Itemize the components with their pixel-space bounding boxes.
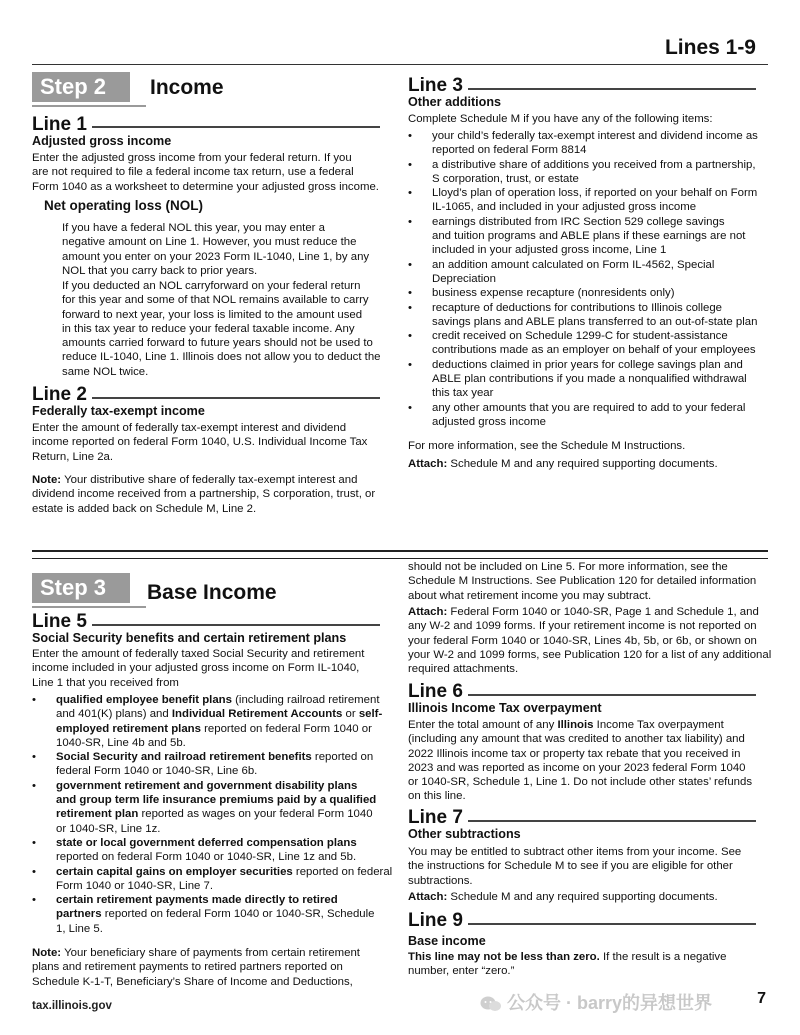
line3-bullet: • earnings distributed from IRC Section 529 college savings and tuition programs and ABLE plans if these earnings are not included in your adjusted gross income, Line 1 — [408, 215, 776, 258]
line2-heading: Line 2 — [32, 384, 87, 405]
step3-title: Base Income — [147, 581, 277, 604]
line9-paragraph: This line may not be less than zero. If the result is a negative number, enter “zero.” — [408, 951, 727, 978]
line3-intro: Complete Schedule M if you have any of the following items: — [408, 113, 713, 125]
line5-subheading: Social Security benefits and certain retirement plans — [32, 631, 347, 645]
watermark-text: 公众号 · barry的异想世界 — [507, 993, 713, 1013]
step2-badge: Step 2 — [32, 72, 130, 102]
line9-heading: Line 9 — [408, 910, 463, 931]
line3-bullet: • any other amounts that you are required to add to your federal adjusted gross income — [408, 401, 776, 430]
footer-website[interactable]: tax.illinois.gov — [32, 1000, 112, 1012]
line2-paragraph: Enter the amount of federally tax-exempt interest and dividend income reported on federal Form 1040, U.S. Individual Income Tax Return, Line 2a. — [32, 422, 368, 463]
line3-bullet: • Lloyd’s plan of operation loss, if reported on your behalf on Form IL-1065, and included in your adjusted gross income — [408, 186, 776, 215]
line7-heading: Line 7 — [408, 807, 463, 828]
step3-badge: Step 3 — [32, 573, 130, 603]
nol-paragraph-2: If you deducted an NOL carryforward on your federal return for this year and some of that NOL remains available to carry forward to next year, your loss is limited to the amount used in this tax year to reduce your federal taxable income. Any amounts carried forward to future years should not be used to reduce IL-1040, Line 1. Illinois does not allow you to deduct the same NOL twice. — [62, 280, 381, 378]
line2-rule — [92, 397, 380, 399]
line6-heading: Line 6 — [408, 681, 463, 702]
line5-bullet: • qualified employee benefit plans (including railroad retirement and 401(K) plans) and Individual Retirement Accounts or self- employed retirement plans reported on federal Form 1040 or 1040-SR, Line 4b and 5b. — [32, 693, 394, 750]
line5-bullet: • certain capital gains on employer securities reported on federal Form 1040 or 1040-SR, Line 7. — [32, 865, 394, 894]
watermark — [480, 989, 712, 1015]
line3-bullet: • a distributive share of additions you received from a partnership, S corporation, trust, or estate — [408, 158, 776, 187]
line7-rule — [468, 820, 756, 822]
line2-note: Note: Your distributive share of federally tax-exempt interest and dividend income received from a partnership, S corporation, trust, or estate is added back on Schedule M, Line 2. — [32, 474, 376, 515]
line1-paragraph: Enter the adjusted gross income from your federal return. If you are not required to file a federal income tax return, use a federal Form 1040 as a worksheet to determine your adjusted gross income. — [32, 152, 379, 193]
nol-paragraph-1: If you have a federal NOL this year, you may enter a negative amount on Line 1. However, you must reduce the amount you enter on your 2023 Form IL-1040, Line 1, by any NOL that you carry back to prior years. — [62, 222, 370, 277]
line6-paragraph: Enter the total amount of any Illinois Income Tax overpayment (including any amount that was credited to another tax liability) and 2022 Illinois income tax or property tax rebate that you received in 2023 and was reported as income on your 2023 federal Form 1040 or 1040-SR, Schedule 1, Line 1. Do not include other states’ refunds on this line. — [408, 719, 753, 803]
line5-bullet: • state or local government deferred compensation plans reported on federal Form 1040 or 1040-SR, Line 1z and 5b. — [32, 836, 394, 865]
line7-paragraph: You may be entitled to subtract other items from your income. See the instructions for Schedule M to see if you are eligible for other subtractions. — [408, 846, 742, 887]
line5-continued: should not be included on Line 5. For more information, see the Schedule M Instructions. See Publication 120 for detailed information about what retirement income you may subtract. — [408, 561, 757, 602]
nol-heading: Net operating loss (NOL) — [44, 198, 204, 213]
line1-subheading: Adjusted gross income — [32, 134, 172, 148]
line3-heading: Line 3 — [408, 75, 463, 96]
line3-bullet-list — [408, 129, 776, 429]
section-divider — [32, 550, 768, 559]
page-header-title: Lines 1-9 — [664, 36, 756, 59]
line1-rule — [92, 126, 380, 128]
line5-bullet: • certain retirement payments made directly to retired partners reported on federal Form 1040 or 1040-SR, Schedule 1, Line 5. — [32, 893, 394, 936]
line5-note: Note: Your beneficiary share of payments from certain retirement plans and retirement payments to retired partners reported on Schedule K-1-T, Beneficiary’s Share of Income and Deductions, — [32, 947, 360, 988]
line9-subheading: Base income — [408, 934, 486, 948]
line3-bullet: • deductions claimed in prior years for college savings plan and ABLE plan contributions if you made a nonqualified withdrawal this tax year — [408, 358, 776, 401]
line3-more-info: For more information, see the Schedule M Instructions. — [408, 440, 686, 452]
line3-bullet: • credit received on Schedule 1299-C for student-assistance contributions made as an employer on behalf of your employees — [408, 329, 776, 358]
line5-bullet: • Social Security and railroad retirement benefits reported on federal Form 1040 or 1040-SR, Line 6b. — [32, 750, 394, 779]
step2-title: Income — [150, 76, 224, 99]
line5-attach: Attach: Federal Form 1040 or 1040-SR, Page 1 and Schedule 1, and any W-2 and 1099 forms. If your retirement income is not reported on your federal Form 1040 or 1040-SR, Lines 4b, 5b, or 6b, or shown on your W-2 and 1099 forms, see Publication 120 for a list of any additional required attachments. — [408, 606, 772, 676]
line6-rule — [468, 694, 756, 696]
line5-bullet: • government retirement and government disability plans and group term life insurance premiums paid by a qualified retirement plan reported as wages on your federal Form 1040 or 1040-SR, Line 1z. — [32, 779, 394, 836]
line3-bullet: • your child’s federally tax-exempt interest and dividend income as reported on federal Form 8814 — [408, 129, 776, 158]
line6-subheading: Illinois Income Tax overpayment — [408, 701, 602, 715]
line3-bullet: • an addition amount calculated on Form IL-4562, Special Depreciation — [408, 258, 776, 287]
line3-bullet: • business expense recapture (nonresidents only) — [408, 286, 776, 300]
line7-subheading: Other subtractions — [408, 827, 521, 841]
line5-heading: Line 5 — [32, 611, 87, 632]
page-number: 7 — [757, 990, 766, 1007]
line3-bullet: • recapture of deductions for contributions to Illinois college savings plans and ABLE plans transferred to an out-of-state plan — [408, 301, 776, 330]
line9-rule — [468, 923, 756, 925]
line3-subheading: Other additions — [408, 95, 502, 109]
line5-bullet-list — [32, 693, 394, 936]
wechat-icon — [480, 995, 502, 1013]
header-rule — [32, 64, 768, 65]
line2-subheading: Federally tax-exempt income — [32, 404, 205, 418]
line5-paragraph: Enter the amount of federally taxed Social Security and retirement income included in your adjusted gross income on Form IL-1040, Line 1 that you received from — [32, 648, 365, 689]
line5-rule — [92, 624, 380, 626]
line7-attach: Attach: Schedule M and any required supporting documents. — [408, 891, 718, 903]
line3-rule — [468, 88, 756, 90]
line3-attach: Attach: Schedule M and any required supporting documents. — [408, 458, 718, 470]
line1-heading: Line 1 — [32, 114, 87, 135]
